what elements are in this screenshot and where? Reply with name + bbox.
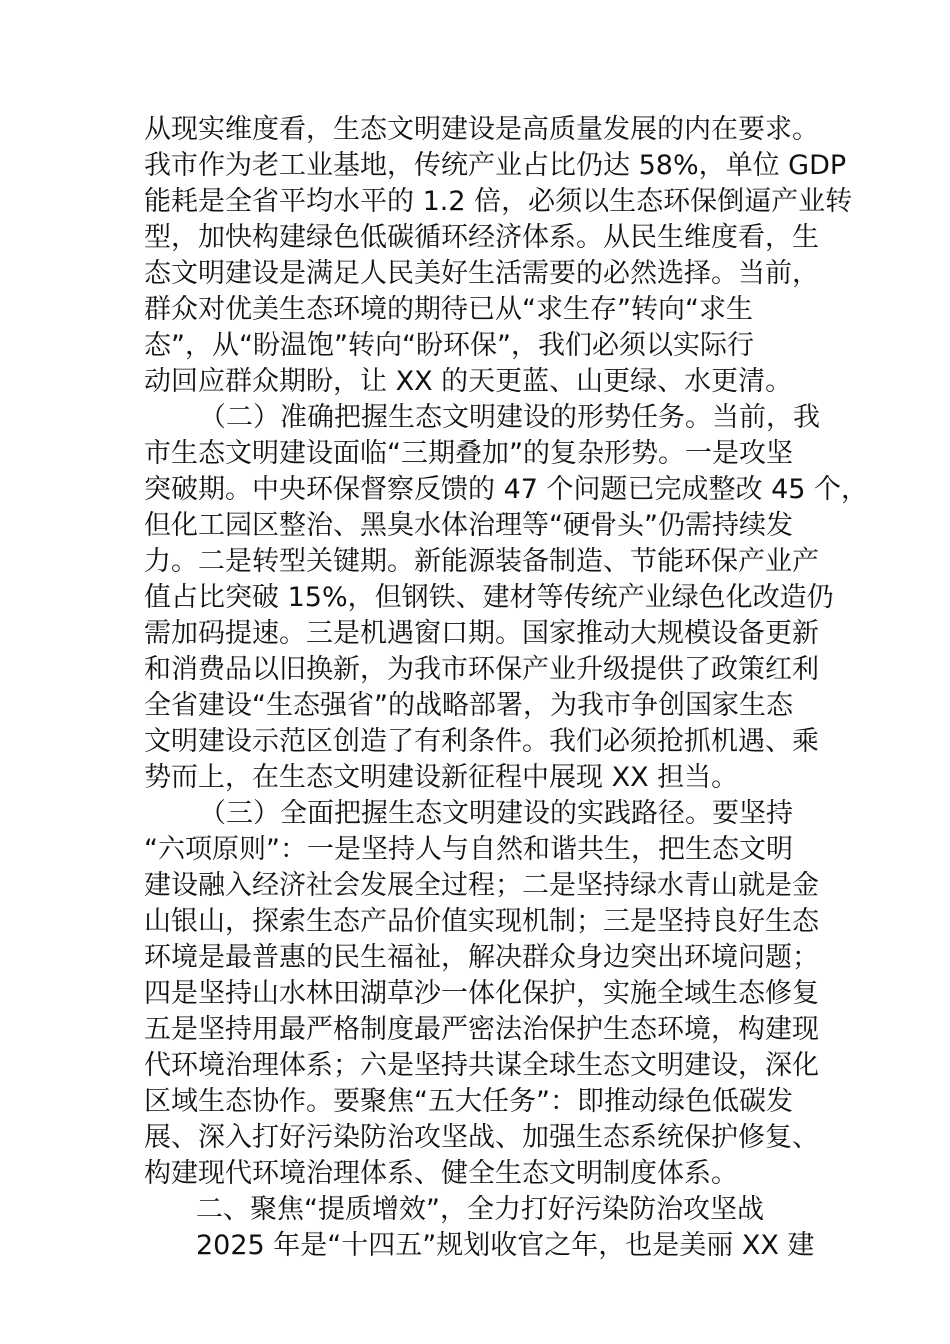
text-line: 群众对优美生态环境的期待已从“求生存”转向“求生 — [144, 294, 753, 325]
text-line: 山银山，探索生态产品价值实现机制；三是坚持良好生态 — [144, 906, 819, 937]
text-line: 市生态文明建设面临“三期叠加”的复杂形势。一是攻坚 — [144, 438, 793, 469]
text-line: 力。二是转型关键期。新能源装备制造、节能环保产业产 — [144, 546, 819, 577]
text-line: “六项原则”：一是坚持人与自然和谐共生，把生态文明 — [144, 834, 793, 865]
text-line: 代环境治理体系；六是坚持共谋全球生态文明建设，深化 — [144, 1050, 819, 1081]
text-line: 势而上，在生态文明建设新征程中展现 XX 担当。 — [144, 762, 739, 793]
text-line: 四是坚持山水林田湖草沙一体化保护，实施全域生态修复 — [144, 978, 819, 1009]
document-body — [144, 112, 869, 1264]
text-line: 和消费品以旧换新，为我市环保产业升级提供了政策红利 — [144, 654, 819, 685]
text-line: 能耗是全省平均水平的 1.2 倍，必须以生态环保倒逼产业转 — [144, 186, 853, 217]
text-line: 环境是最普惠的民生福祉，解决群众身边突出环境问题； — [144, 942, 819, 973]
text-line: 建设融入经济社会发展全过程；二是坚持绿水青山就是金 — [144, 870, 819, 901]
chapter-heading: 二、聚焦“提质增效”，全力打好污染防治攻坚战 — [196, 1194, 764, 1225]
text-line: 动回应群众期盼，让 XX 的天更蓝、山更绿、水更清。 — [144, 366, 793, 397]
text-line: 需加码提速。三是机遇窗口期。国家推动大规模设备更新 — [144, 618, 819, 649]
text-line: 态”，从“盼温饱”转向“盼环保”，我们必须以实际行 — [144, 330, 754, 361]
section-heading-3: （三）全面把握生态文明建设的实践路径。要坚持 — [199, 798, 793, 829]
text-line: 区域生态协作。要聚焦“五大任务”：即推动绿色低碳发 — [144, 1086, 793, 1117]
text-line: 文明建设示范区创造了有利条件。我们必须抢抓机遇、乘 — [144, 726, 819, 757]
text-line: 但化工园区整治、黑臭水体治理等“硬骨头”仍需持续发 — [144, 510, 793, 541]
text-line: 我市作为老工业基地，传统产业占比仍达 58%，单位 GDP — [144, 150, 847, 181]
text-line: 突破期。中央环保督察反馈的 47 个问题已完成整改 45 个， — [144, 474, 869, 505]
text-line: 态文明建设是满足人民美好生活需要的必然选择。当前， — [144, 258, 819, 289]
section-heading-2: （二）准确把握生态文明建设的形势任务。当前，我 — [199, 402, 820, 433]
text-line: 从现实维度看，生态文明建设是高质量发展的内在要求。 — [144, 114, 819, 145]
text-line: 展、深入打好污染防治攻坚战、加强生态系统保护修复、 — [144, 1122, 819, 1153]
text-line: 型，加快构建绿色低碳循环经济体系。从民生维度看，生 — [144, 222, 819, 253]
text-line: 五是坚持用最严格制度最严密法治保护生态环境，构建现 — [144, 1014, 819, 1045]
text-line: 全省建设“生态强省”的战略部署，为我市争创国家生态 — [144, 690, 793, 721]
text-line: 2025 年是“十四五”规划收官之年，也是美丽 XX 建 — [196, 1230, 815, 1261]
text-line: 构建现代环境治理体系、健全生态文明制度体系。 — [144, 1158, 738, 1189]
text-line: 值占比突破 15%，但钢铁、建材等传统产业绿色化改造仍 — [144, 582, 834, 613]
